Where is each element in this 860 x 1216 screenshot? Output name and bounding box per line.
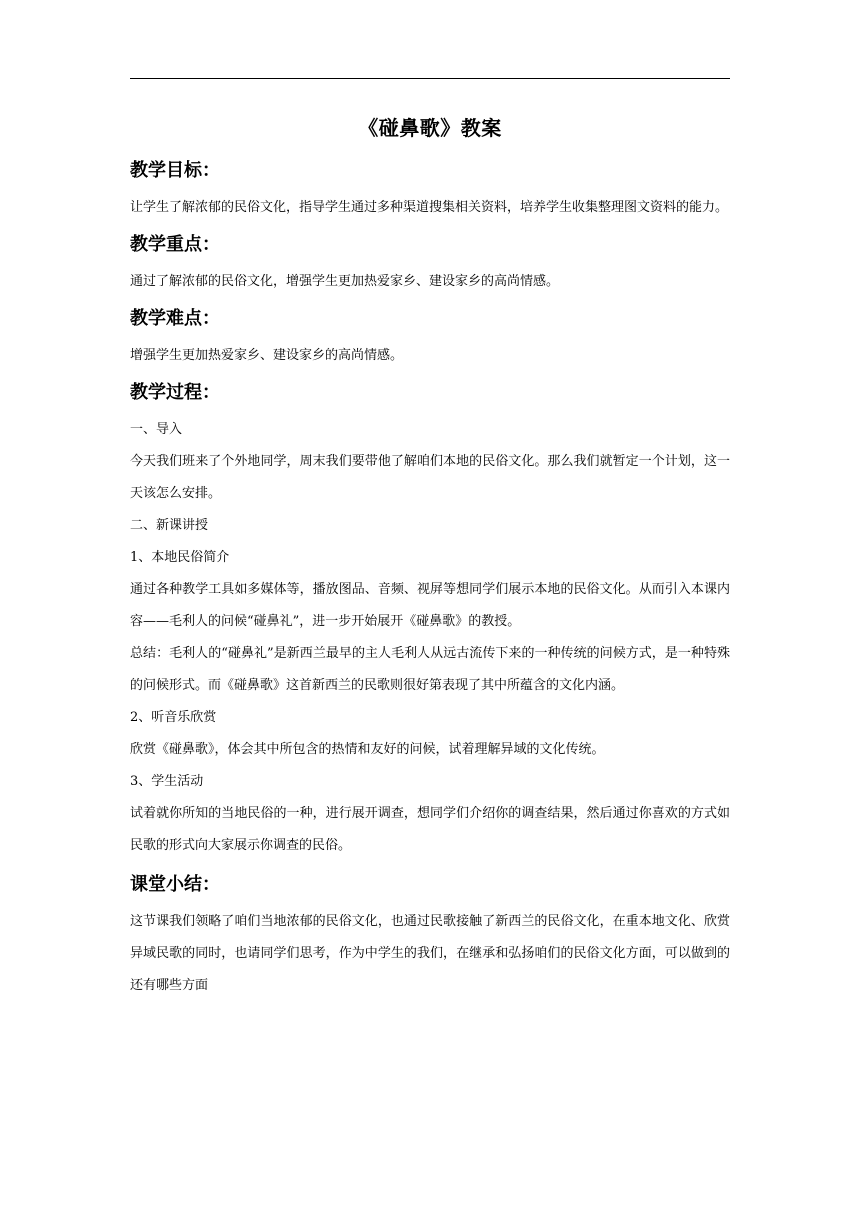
heading-teaching-difficulty: 教学难点： <box>130 308 220 329</box>
process-step1-text: 通过各种教学工具如多媒体等，播放图品、音频、视屏等想同学们展示本地的民俗文化。从而引入本课内容——毛利人的问候“碰鼻礼”，进一步开始展开《碰鼻歌》的教授。 <box>130 582 730 629</box>
process-step3-label: 3、学生活动 <box>130 774 204 789</box>
heading-teaching-goal: 教学目标： <box>130 160 220 181</box>
heading-teaching-key: 教学重点： <box>130 234 220 255</box>
teaching-key-text: 通过了解浓郁的民俗文化，增强学生更加热爱家乡、建设家乡的高尚情感。 <box>130 274 560 289</box>
heading-class-summary: 课堂小结： <box>130 874 220 895</box>
process-step3-text: 试着就你所知的当地民俗的一种，进行展开调查，想同学们介绍你的调查结果，然后通过你喜欢的方式如民歌的形式向大家展示你调查的民俗。 <box>130 806 730 853</box>
class-summary-text: 这节课我们领略了咱们当地浓郁的民俗文化，也通过民歌接触了新西兰的民俗文化，在重本地文化、欣赏异域民歌的同时，也请同学们思考，作为中学生的我们，在继承和弘扬咱们的民俗文化方面，可以做到的还有哪些方面 <box>130 914 730 993</box>
document-body <box>130 112 730 1008</box>
teaching-goal-text: 让学生了解浓郁的民俗文化，指导学生通过多种渠道搜集相关资料，培养学生收集整理图文资料的能力。 <box>130 200 729 215</box>
teaching-difficulty-text: 增强学生更加热爱家乡、建设家乡的高尚情感。 <box>130 348 404 363</box>
process-new-lesson-label: 二、新课讲授 <box>130 518 209 533</box>
process-step1-label: 1、本地民俗简介 <box>130 550 230 565</box>
process-intro-label: 一、导入 <box>130 422 183 437</box>
heading-teaching-process: 教学过程： <box>130 382 220 403</box>
process-intro-text: 今天我们班来了个外地同学，周末我们要带他了解咱们本地的民俗文化。那么我们就暂定一个计划，这一天该怎么安排。 <box>130 454 730 501</box>
process-step2-text: 欣赏《碰鼻歌》，体会其中所包含的热情和友好的问候，试着理解异域的文化传统。 <box>130 742 605 757</box>
process-step1-summary: 总结：毛利人的“碰鼻礼”是新西兰最早的主人毛利人从远古流传下来的一种传统的问候方式，是一种特殊的问候形式。而《碰鼻歌》这首新西兰的民歌则很好第表现了其中所蕴含的文化内涵。 <box>130 646 730 693</box>
header-rule <box>130 78 730 79</box>
process-step2-label: 2、听音乐欣赏 <box>130 710 217 725</box>
document-title: 《碰鼻歌》教案 <box>358 116 502 140</box>
